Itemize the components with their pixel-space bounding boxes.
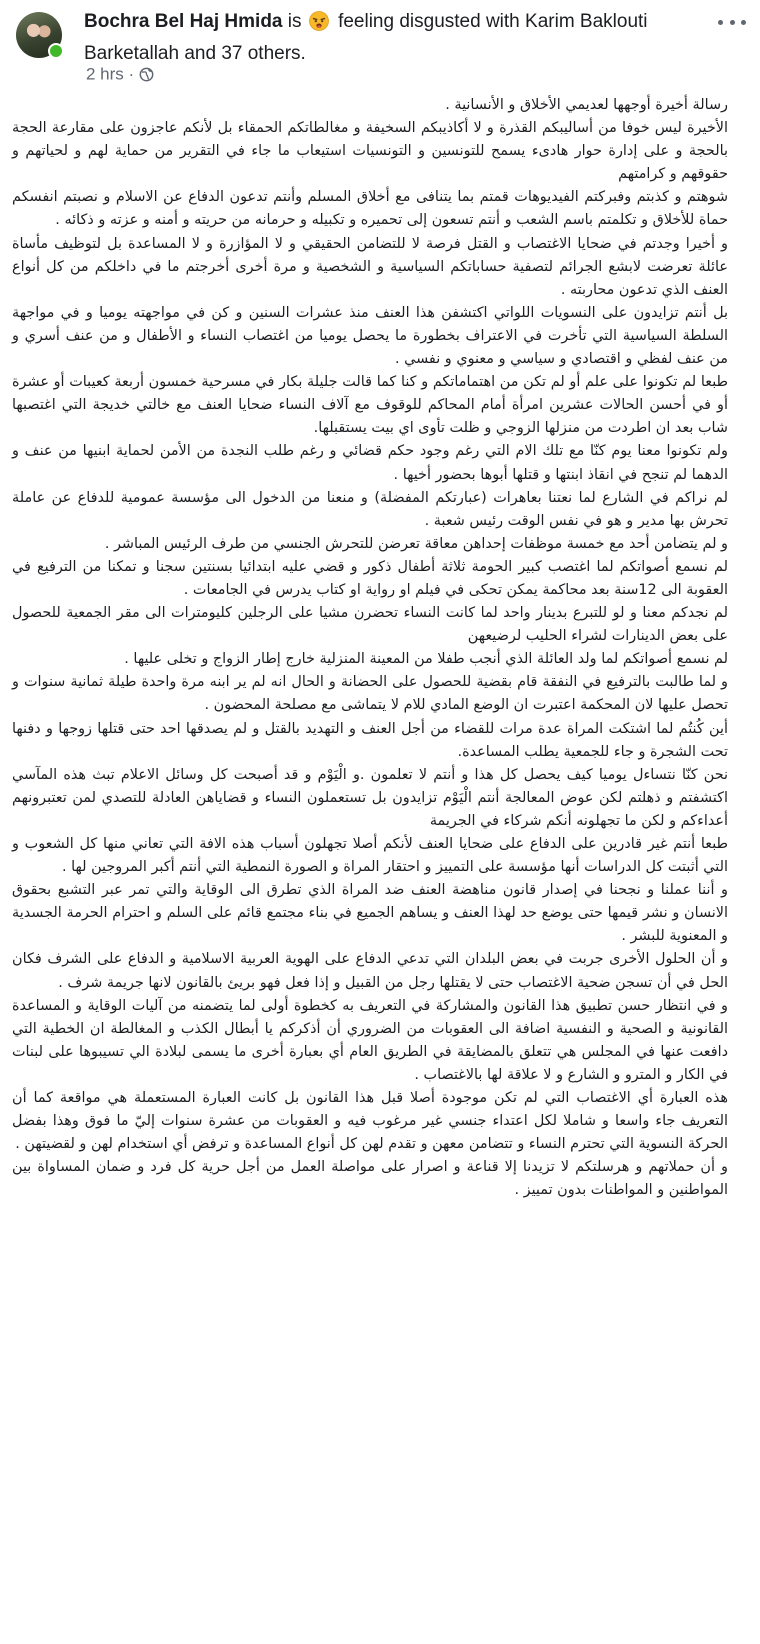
post-paragraph: طبعا أنتم غير قادرين على الدفاع على ضحايا العنف لأنكم أصلا تجهلون أسباب هذه الافة التي تعاني منها كل الشعوب و التي أثبتت كل الدراسات أنها مؤسسة على التمييز و احتقار المراة و الصورة النمطية التي أنتم أكبر المروجين لها . — [12, 836, 728, 876]
post-paragraph: طبعا لم تكونوا على علم أو لم تكن من اهتماماتكم و كنا كما قالت جليلة بكار في مسرحية خمسون أربعة كعيبات أو عشرة أو في أحسن الحالات عشرين امرأة أمام المحاكم للوقوف مع آلاف النساء ضحايا العنف مع خالتي خديجة التي اغتصبها شاب بعد ان اطردت من منزلها الزوجي و ظلت تأوى اي بيت يستقبلها. — [12, 374, 728, 437]
post-paragraph: هذه العبارة أي الاغتصاب التي لم تكن موجودة أصلا قبل هذا القانون بل كانت العبارة المستعملة هي مواقعة كما أن التعريف جاء واسعا و شاملا لكل اعتداء جنسي غير مرغوب فيه و العقوبات من عشرة سنوات إليّ ما فوق وهذا بفضل الحركة النسوية التي تحترم النساء و تتضامن معهن و تقدم لهن كل أنواع المساعدة و ترفض أي استخدام لهن و لقضيتهن . — [12, 1090, 728, 1153]
globe-icon[interactable] — [139, 67, 154, 82]
post-paragraph: ولم تكونوا معنا يوم كنّا مع تلك الام التي رغم وجود حكم قضائي و رغم طلب النجدة من الأمن لحماية ابنيها من عنف و الدهما لم تنجح في انقاذ ابنتها و قتلها أبوها بحضور أخيها . — [12, 443, 728, 483]
post-header-text — [84, 8, 684, 68]
post-paragraph: و أن الحلول الأخرى جربت في بعض البلدان التي تدعي الدفاع على الهوية العربية الاسلامية و الدفاع على الشرف فكان الحل في أن تسجن ضحية الاغتصاب حتى لا يقتلها رجل من القبيل و إذا فعل فهو بريئ بالقانون لانها جريمة شرف . — [12, 951, 728, 991]
post-paragraph: شوهتم و كذبتم وفبركتم الفيديوهات قمتم بما يتنافى مع أخلاق المسلم وأنتم تدعون الدفاع عن الاسلام و نصبتم انفسكم حماة للأخلاق و تكلمتم باسم الشعب و أنتم تسعون إلى تحميره و تكبيله و حرمانه من حريته و أمنه و عزته و ذكائه . — [12, 189, 728, 229]
post-header — [0, 0, 760, 92]
author-name[interactable]: Bochra Bel Haj Hmida — [84, 11, 283, 32]
post-paragraph: نحن كنّا نتساءل يوميا كيف يحصل كل هذا و أنتم لا تعلمون .و الْيَوْم و قد أصبحت كل وسائل الاعلام تبث هذه المآسي اكتشفتم و ذهلتم لكن عوض المعالجة أنتم الْيَوْم تزايدون بل تستعملون النساء و قضاياهن العادلة للتصدي لمن تعتبرونهم أعداءكم و لكن ما تجهلونه أنكم شركاء في الجريمة — [12, 766, 728, 829]
post-paragraph: لم نجدكم معنا و لو للتبرع بدينار واحد لما كانت النساء تحضرن مشيا على الرجلين كليومترات الى مقر الجمعية للحصول على بعض الدينارات لشراء الحليب لرضيعهن — [12, 605, 728, 645]
avatar[interactable] — [16, 12, 62, 58]
post-paragraph: و لما طالبت بالترفيع في النفقة قام بقضية للحصول على الحضانة و الحال انه لم ير ابنه مرة واحدة طيلة ثمانية سنوات و تحصل عليها لان المحكمة اعتبرت ان الوضع المادي للام لا يتماشى مع مصلحة المحضون . — [12, 674, 728, 714]
post-paragraph: لم نسمع أصواتكم لما اغتصب كبير الحومة ثلاثة أطفال ذكور و قضي عليه ابتدائيا بسنتين سجنا و تمكنا من الترفيع في العقوبة الى 12سنة بعد محاكمة يمكن تحكى في فيلم او رواية او كتاب يدرس في الجامعات . — [12, 558, 728, 598]
post-meta — [86, 64, 154, 85]
more-options-dot — [730, 20, 735, 25]
post-paragraph: الأخيرة ليس خوفا من أساليبكم القذرة و لا أكاذيبكم السخيفة و مغالطاتكم الحمقاء بل لأنكم عاجزون على مقارعة الحجة بالحجة و على إدارة حوار هادىء يسمح للتونسين و التونسيات استيعاب ما جاء في التقرير من حماية لهم و لحياتهم و حقوقهم و كرامتهم — [12, 120, 728, 183]
disgusted-face-emoji-icon — [309, 11, 329, 40]
feeling-text[interactable]: feeling disgusted with Karim Baklouti Barketallah and 37 others. — [84, 11, 648, 64]
post-body — [12, 94, 728, 1203]
more-options-icon[interactable] — [718, 10, 746, 34]
post-paragraph: و أننا عملنا و نجحنا في إصدار قانون مناهضة العنف ضد المراة الذي تطرق الى الوقاية والتي تمر عبر التشبع بحقوق الانسان و نشر قيمها حتى يوضع حد لهذا العنف و يساهم الجميع في بناء مجتمع قائم على السلم و احترام الحرمة الجسدية و المعنوية للبشر . — [12, 882, 728, 945]
feeling-prefix: is — [287, 11, 302, 32]
post-paragraph: لم نسمع أصواتكم لما ولد العائلة الذي أنجب طفلا من المعينة المنزلية خارج إطار الزواج و تخلى عليها . — [124, 651, 728, 668]
post-paragraph: و لم يتضامن أحد مع خمسة موظفات إحداهن معاقة تعرضن للتحرش الجنسي من طرف الرئيس المباشر . — [104, 535, 728, 552]
post-paragraph: لم نراكم في الشارع لما نعتنا بعاهرات (عبارتكم المفضلة) و منعنا من الدخول الى مؤسسة عمومية للدفاع عن عاملة تحرش بها مدير و هو في نفس الوقت رئيس شعبة . — [12, 489, 728, 529]
post-paragraph: و أخيرا وجدتم في ضحايا الاغتصاب و القتل فرصة لا للتضامن الحقيقي و لا المؤازرة و لا المساعدة بل لتوظيف مأساة عائلة تعرضت لابشع الجرائم لتصفية حساباتكم السياسية و الشخصية و مرة أخرى أخرجتم ما في داخلكم من كل أنواع العنف الذي تدعون محاربته . — [12, 235, 728, 298]
post-paragraph: أين كُنتُم لما اشتكت المراة عدة مرات للقضاء من أجل العنف و التهديد بالقتل و لم يصدقها احد حتى قتلها زوجها و دفنها تحت الشجرة و جاء للجمعية يطلب المساعدة. — [12, 720, 728, 760]
post-paragraph: و أن حملاتهم و هرسلتكم لا تزيدنا إلا قناعة و اصرار على مواصلة العمل من أجل حرية كل فرد و ضمان المساواة بين المواطنين و المواطنات بدون تمييز . — [12, 1159, 728, 1199]
online-status-dot — [48, 43, 64, 59]
meta-separator: · — [128, 64, 135, 84]
more-options-dot — [741, 20, 746, 25]
post-paragraph: و في انتظار حسن تطبيق هذا القانون والمشاركة في التعريف به كخطوة أولى لما يتضمنه من آليات الوقاية و المساعدة القانونية و الصحية و النفسية اضافة الى العقوبات من الضروري أن أذكركم يا أبطال الكذب و المغالطة ان الخطية التي دافعت عنها في المجلس هي تتعلق بالمضايقة في الطريق العام أي بعبارة أخرى ما يسمى لبلادة الي تسيبوها على لبنات في الكار و المترو و الشارع و لا علاقة لها بالاغتصاب . — [12, 997, 728, 1083]
more-options-dot — [718, 20, 723, 25]
post-paragraph: بل أنتم تزايدون على النسويات اللواتي اكتشفن هذا العنف منذ عشرات السنين و كن في مواجهته يوميا و في مواجهة السلطة السياسية التي تأخرت في الاعتراف بخطورة ما يحصل يوميا من اغتصاب النساء و الأطفال و من عنف أسري و من عنف لفظي و اقتصادي و سياسي و معنوي و نفسي . — [12, 304, 728, 368]
post-paragraph: رسالة أخيرة أوجهها لعديمي الأخلاق و الأنسانية . — [445, 97, 728, 113]
post-time[interactable]: 2 hrs — [86, 64, 124, 84]
